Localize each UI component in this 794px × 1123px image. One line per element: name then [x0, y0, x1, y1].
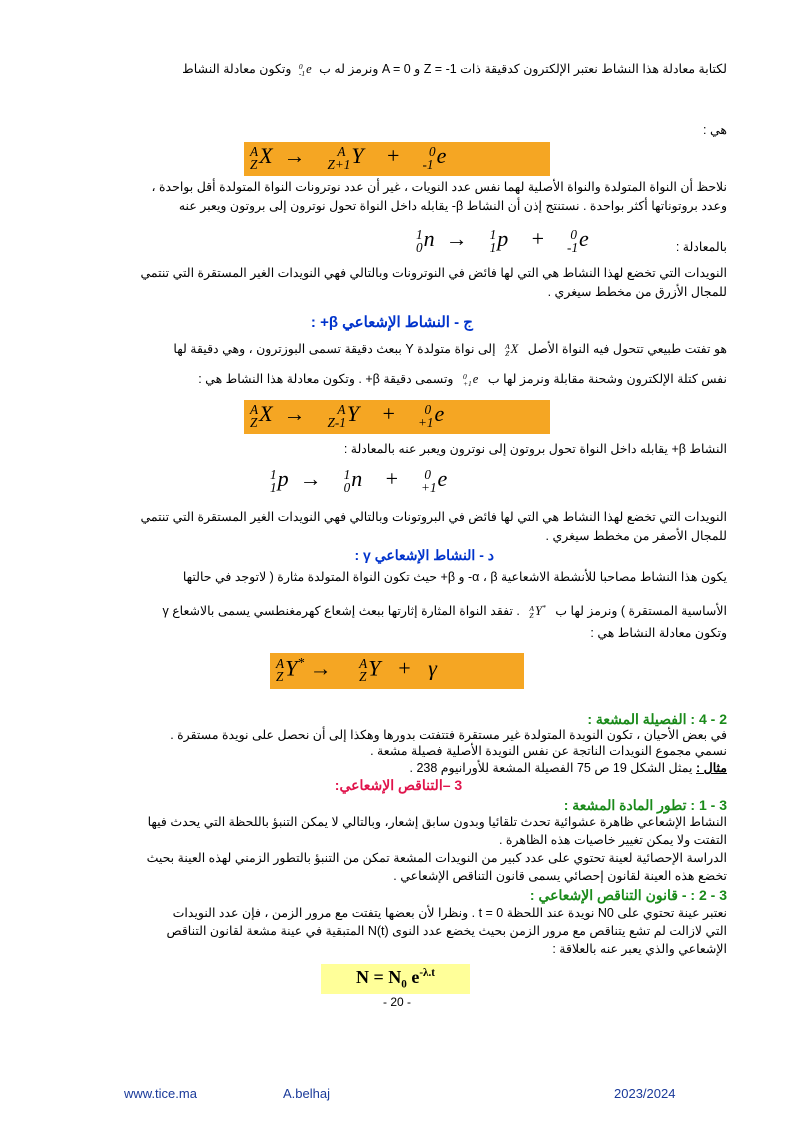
- electron-symbol: 0 -1 e: [298, 61, 312, 79]
- s32-heading: 3 - 2 : - قانون التناقص الإشعاعي :: [529, 887, 727, 903]
- s32-line-1: نعتبر عينة تحتوي على N0 نويدة عند اللحظة t = 0 . ونظرا لأن بعضها يتفتت مع مرور الزمن ، فإن عدد النويدات: [172, 906, 727, 920]
- gamma-equation: A Z Y* → A Z Y + γ: [276, 655, 437, 685]
- example-label: مثال :: [696, 761, 727, 775]
- beta-minus-intro-end: وتكون معادلة النشاط: [182, 62, 292, 76]
- parent-nucleus-symbol: A Z X: [505, 341, 519, 359]
- beta-plus-def-2: [70, 370, 727, 389]
- s31-line-3: الدراسة الإحصائية لعينة تحتوي على عدد كبير من النويدات المشعة تمكن من التنبؤ بالتطور الزمني لهذه العينة بحيث: [146, 851, 727, 865]
- equation-label: بالمعادلة :: [675, 240, 727, 254]
- positron-symbol: 0 +1 e: [462, 371, 479, 389]
- beta-plus-nuclides-2: للمجال الأصفر من مخطط سيغري .: [545, 529, 727, 543]
- gamma-line-2: [70, 598, 727, 621]
- chain-line-2: نسمي مجموع النويدات الناتجة عن نفس النويدة الأصلية فصيلة مشعة .: [370, 744, 727, 758]
- beta-minus-intro: [70, 60, 727, 79]
- excited-nucleus-symbol: A Z Y*: [529, 603, 546, 621]
- footer-author: A.belhaj: [283, 1086, 330, 1101]
- beta-plus-def-2a: نفس كتلة الإلكترون وشحنة مقابلة ونرمز لها ب: [487, 372, 727, 386]
- gamma-heading: د - النشاط الإشعاعي γ :: [354, 547, 494, 563]
- beta-plus-heading: ج - النشاط الإشعاعي β+ :: [310, 314, 473, 331]
- beta-plus-def-1: [70, 340, 727, 359]
- beta-minus-equation: A Z X → A Z+1 Y + 0 -1 e: [250, 143, 447, 172]
- beta-minus-nuclides-1: النويدات التي تخضع لهذا النشاط هي التي لها فائض في النوترونات وبالتالي فهي النويدات الغير المستقرة التي تنتمي: [140, 266, 727, 280]
- beta-minus-intro-text: لكتابة معادلة هذا النشاط نعتبر الإلكترون كدقيقة ذات Z = -1 و A = 0 ونرمز له ب: [319, 62, 727, 76]
- gamma-line-1: يكون هذا النشاط مصاحبا للأنشطة الاشعاعية α ، β- و β+ حيث تكون النواة المتولدة مثارة ( لاتوجد في حالتها: [182, 570, 727, 584]
- beta-plus-def-1a: هو تفتت طبيعي تتحول فيه النواة الأصل: [527, 342, 727, 356]
- gamma-line-2a: الأساسية المستقرة ) ونرمز لها ب: [555, 604, 727, 619]
- chain-heading: 2 - 4 : الفصيلة المشعة :: [587, 711, 727, 727]
- proton-decay-equation: 1 1 p → 1 0 n + 0 +1 e: [270, 466, 448, 495]
- s31-line-1: النشاط الإشعاعي ظاهرة عشوائية تحدث تلقائيا وبدون سابق إشعار، وبالتالي لا يمكن التنبؤ باللحظة التي يحدث فيها: [147, 815, 727, 829]
- beta-plus-proton-line: النشاط β+ يقابله داخل النواة تحول بروتون إلى نوترون ويعبر عنه بالمعادلة :: [343, 442, 727, 456]
- decay-title: 3 –التناقص الإشعاعي:: [334, 777, 463, 793]
- beta-plus-nuclides-1: النويدات التي تخضع لهذا النشاط هي التي لها فائض في البروتونات وبالتالي فهي النويدات الغير المستقرة التي تنتمي: [140, 510, 727, 524]
- s31-heading: 3 - 1 : تطور المادة المشعة :: [563, 797, 727, 813]
- page-number: - 20 -: [382, 995, 411, 1009]
- gamma-line-3: وتكون معادلة النشاط هي :: [590, 626, 727, 640]
- example-text: يمثل الشكل 19 ص 75 الفصيلة المشعة للأورانيوم 238 .: [409, 761, 693, 775]
- beta-minus-intro-2: هي :: [703, 123, 727, 137]
- beta-plus-equation: A Z X → A Z-1 Y + 0 +1 e: [250, 401, 445, 430]
- gamma-line-2b: . تفقد النواة المثارة إثارتها ببعث إشعاع كهرمغنطسي يسمى بالاشعاع γ: [162, 604, 520, 619]
- footer-site[interactable]: www.tice.ma: [124, 1086, 197, 1101]
- s31-line-4: تخضع هذه العينة لقانون إحصائي يسمى قانون التناقص الإشعاعي .: [393, 869, 727, 883]
- footer-year: 2023/2024: [614, 1086, 676, 1101]
- s31-line-2: التفتت ولا يمكن تغيير خاصيات هذه الظاهرة .: [498, 833, 727, 847]
- beta-minus-observation-1: نلاحظ أن النواة المتولدة والنواة الأصلية لهما نفس عدد النويات ، غير أن عدد نوترونات النواة المتولدة أقل بواحدة ،: [151, 180, 727, 194]
- chain-line-1: في بعض الأحيان ، تكون النويدة المتولدة غير مستقرة فتتفتت بدورها وهكذا إلى أن نحصل على نويدة مستقرة .: [170, 728, 727, 742]
- beta-minus-nuclides-2: للمجال الأزرق من مخطط سيغري .: [547, 285, 727, 299]
- s32-line-2: التي لازالت لم تشع يتناقص مع مرور الزمن بحيث يخضع عدد النوى N(t) المتبقية في عينة مشعة لقانون التناقص: [166, 924, 727, 938]
- neutron-decay-equation: 1 0 n → 1 1 p + 0 -1 e: [416, 226, 589, 255]
- beta-minus-observation-2: وعدد بروتوناتها أكثر بواحدة . نستنتج إذن أن النشاط β- يقابله داخل النواة تحول نوترون إلى بروتون ويعبر عنه: [178, 199, 727, 213]
- s32-line-3: الإشعاعي والذي يعبر عنه بالعلاقة :: [552, 942, 727, 956]
- decay-law: $N = N_0$ $e^{-\lambda.t}$: [355, 967, 436, 991]
- beta-plus-def-1b: إلى نواة متولدة Y ببعث دقيقة تسمى البوزترون ، وهي دقيقة لها: [173, 342, 496, 356]
- beta-plus-def-2b: وتسمى دقيقة β+ . وتكون معادلة هذا النشاط هي :: [198, 372, 454, 386]
